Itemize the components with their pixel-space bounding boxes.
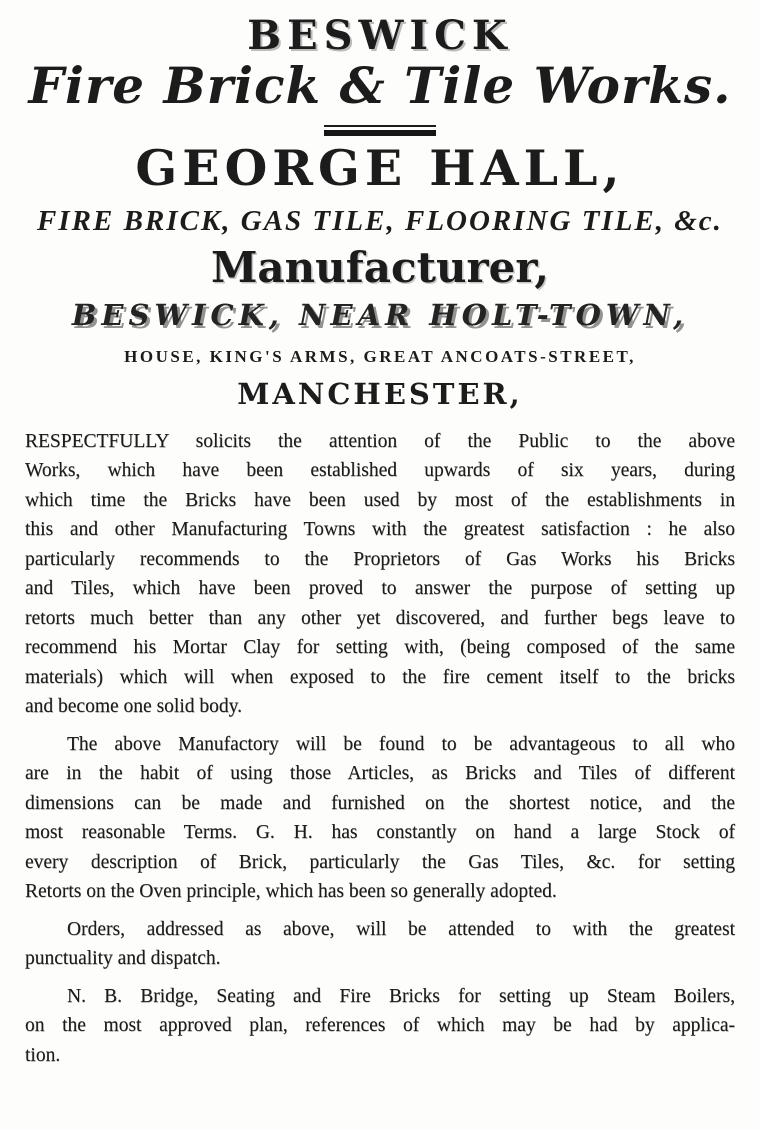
masthead — [25, 14, 735, 411]
text-line: N. B. Bridge, Seating and Fire Bricks for setting up Steam Boilers, — [67, 985, 735, 1007]
paragraph — [25, 915, 735, 974]
proprietor-name: GEORGE HALL, — [135, 138, 625, 197]
text-line: The above Manufactory will be found to be advantageous to all who — [67, 733, 735, 755]
occupation-heading: Manufacturer, — [210, 243, 550, 293]
divider-thin-rule — [324, 125, 436, 127]
text-line: Retorts on the Oven principle, which has been so generally adopted. — [25, 881, 557, 903]
text-line: particularly recommends to the Proprietors of Gas Works his Bricks — [25, 548, 735, 570]
paragraph — [25, 427, 735, 722]
text-line: and become one solid body. — [25, 696, 242, 718]
text-line: every description of Brick, particularly the Gas Tiles, &c. for setting — [25, 851, 735, 873]
text-line: punctuality and dispatch. — [25, 948, 221, 970]
text-line: on the most approved plan, references of which may be had by applica- — [25, 1015, 735, 1037]
body-text — [25, 427, 735, 1071]
text-line: this and other Manufacturing Towns with the greatest satisfaction : he also — [25, 519, 735, 541]
text-line: and Tiles, which have been proved to answer the purpose of setting up — [25, 578, 735, 600]
paragraph — [25, 730, 735, 907]
location-heading: BESWICK — [247, 12, 513, 59]
works-address-line: BESWICK, NEAR HOLT-TOWN, — [71, 298, 689, 333]
city-line: MANCHESTER, — [237, 376, 523, 411]
text-line: Orders, addressed as above, will be attended to with the greatest — [67, 918, 735, 940]
text-line: tion. — [25, 1044, 61, 1066]
products-line: FIRE BRICK, GAS TILE, FLOORING TILE, &c. — [37, 205, 723, 238]
text-line: dimensions can be made and furnished on the shortest notice, and the — [25, 792, 735, 814]
text-line: retorts much better than any other yet discovered, and further begs leave to — [25, 607, 735, 629]
text-line: RESPECTFULLY solicits the attention of the Public to the above — [25, 430, 735, 452]
double-rule-divider — [324, 125, 436, 136]
house-address-line: HOUSE, KING'S ARMS, GREAT ANCOATS-STREET, — [124, 347, 636, 367]
works-title: Fire Brick & Tile Works. — [28, 56, 732, 115]
divider-thick-rule — [324, 130, 436, 136]
text-line: recommend his Mortar Clay for setting with, (being composed of the same — [25, 637, 735, 659]
text-line: Works, which have been established upwards of six years, during — [25, 460, 735, 482]
text-line: are in the habit of using those Articles, as Bricks and Tiles of different — [25, 763, 735, 785]
text-line: materials) which will when exposed to the fire cement itself to the bricks — [25, 666, 735, 688]
text-line: which time the Bricks have been used by most of the establishments in — [25, 489, 735, 511]
paragraph — [25, 982, 735, 1071]
text-line: most reasonable Terms. G. H. has constantly on hand a large Stock of — [25, 822, 735, 844]
